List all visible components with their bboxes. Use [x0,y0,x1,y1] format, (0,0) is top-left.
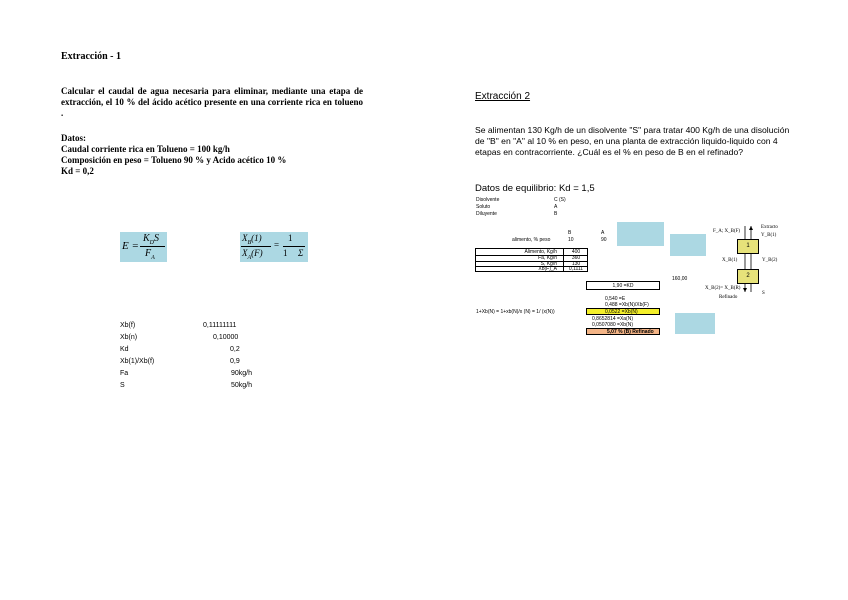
legend-code-2: A [554,204,558,210]
alim-value-b: 10 [568,237,574,243]
highlight-box [617,222,664,246]
formula-e: E = $K_DS$ $F_A$ [120,232,167,262]
formula-ratio: $X_B(1)$ $X_A(F)$ = 1 1 Σ [240,232,308,262]
legend-label-1: Disolvente [476,197,500,203]
diagram-mid-left: X_B(1) [722,258,738,263]
result-row [120,356,260,368]
legend-code-3: B [554,211,558,217]
table-cell-label: S, Kg/h [540,261,557,267]
data-table [475,248,588,272]
equilibrium-data: Datos de equilibrio: Kd = 1,5 [475,183,595,194]
result-row [120,368,260,380]
stage-2-box: 2 [737,269,759,284]
right-title: Extracción 2 [475,91,531,102]
step-4: 0,8652814 =Xa(N) [592,316,634,322]
diagram-bot-left: X_B(2)= X_B(R) [705,286,741,291]
table-cell-label: Fa, Kg/h [538,255,557,261]
table-cell-value: 360 [563,255,588,261]
diagram-mid-right: Y_B(2) [762,258,778,263]
step-2: 0,488 =Xb(N)/Xb(F) [605,302,649,308]
result-value: 0,10000 [213,334,239,341]
diagram-bot-right: S [762,291,765,296]
datos-line-2: Composición en peso = Tolueno 90 % y Acido acético 10 % [61,155,287,165]
result-label: Fa [120,370,129,377]
result-value: 0,2 [230,346,240,353]
table-cell-label: Alimento, Kg/h [524,249,557,255]
result-value: 0,11111111 [203,322,237,329]
table-cell-label: Xb(F)_A [538,266,557,272]
result-row [120,344,260,356]
result-refinado: 5,07 % (B) Refinado [586,328,660,335]
alim-label: alimento, % peso [512,237,551,243]
results-list [120,320,260,392]
result-value: 0,9 [230,358,240,365]
step-3-highlight: 0,0522 =Xb(N) [586,308,660,315]
highlight-box [675,313,715,334]
diagram-top-right-1: Extracto [761,225,778,230]
table-cell-value: 0,1111 [563,266,588,272]
col-header-a: A [601,230,605,236]
step-1: 0,540 =E [605,296,626,302]
kd-box: 1,90 =KD [586,281,660,290]
table-cell-value: 130 [563,261,588,266]
stage-1-box: 1 [737,239,759,254]
result-row [120,332,260,344]
result-value: 50kg/h [231,382,253,389]
alim-value-a: 90 [601,237,607,243]
col-header-b: B [568,230,572,236]
result-row [120,320,260,332]
result-label: S [120,382,125,389]
legend-code-1: C (S) [554,197,566,203]
result-label: Xb(n) [120,334,138,341]
legend-label-3: Diluyente [476,211,497,217]
table-row [476,266,587,272]
formula-row: 1+Xb(N) = 1+xb(N)/x (N) = 1/ (x(N)) [476,309,555,315]
legend-label-2: Soluto [476,204,491,210]
datos-title: Datos: [61,133,86,143]
step-5: 0,0507080 =Xb(N) [592,322,634,328]
side-value: 160,00 [672,276,688,282]
right-problem: Se alimentan 130 Kg/h de un disolvente "S" para tratar 400 Kg/h de una disolución de "B" en "A" al 10 % en peso, en una planta de extracción liquido-liquido con 4 etapas en contracorriente. ¿Cuál es el % en peso de B en el refinado? [475,125,790,157]
datos-line-1: Caudal corriente rica en Tolueno = 100 kg/h [61,144,230,154]
datos-line-3: Kd = 0,2 [61,166,94,176]
result-row [120,380,260,392]
result-label: Xb(1)/Xb(f) [120,358,155,365]
result-value: 90kg/h [231,370,253,377]
diagram-top-right-2: Y_B(1) [761,233,777,238]
diagram-top-left: F_A; X_B(F) [713,229,741,234]
left-problem: Calcular el caudal de agua necesaria para eliminar, mediante una etapa de extracción, el 10 % del ácido acético presente en una corriente rica en tolueno . [61,86,363,118]
table-cell-value: 400 [563,249,588,255]
diagram-refinado: Refinado [719,295,738,300]
left-title: Extracción - 1 [61,51,121,62]
result-label: Xb(f) [120,322,136,329]
result-label: Kd [120,346,129,353]
extraction-diagram [700,222,800,302]
